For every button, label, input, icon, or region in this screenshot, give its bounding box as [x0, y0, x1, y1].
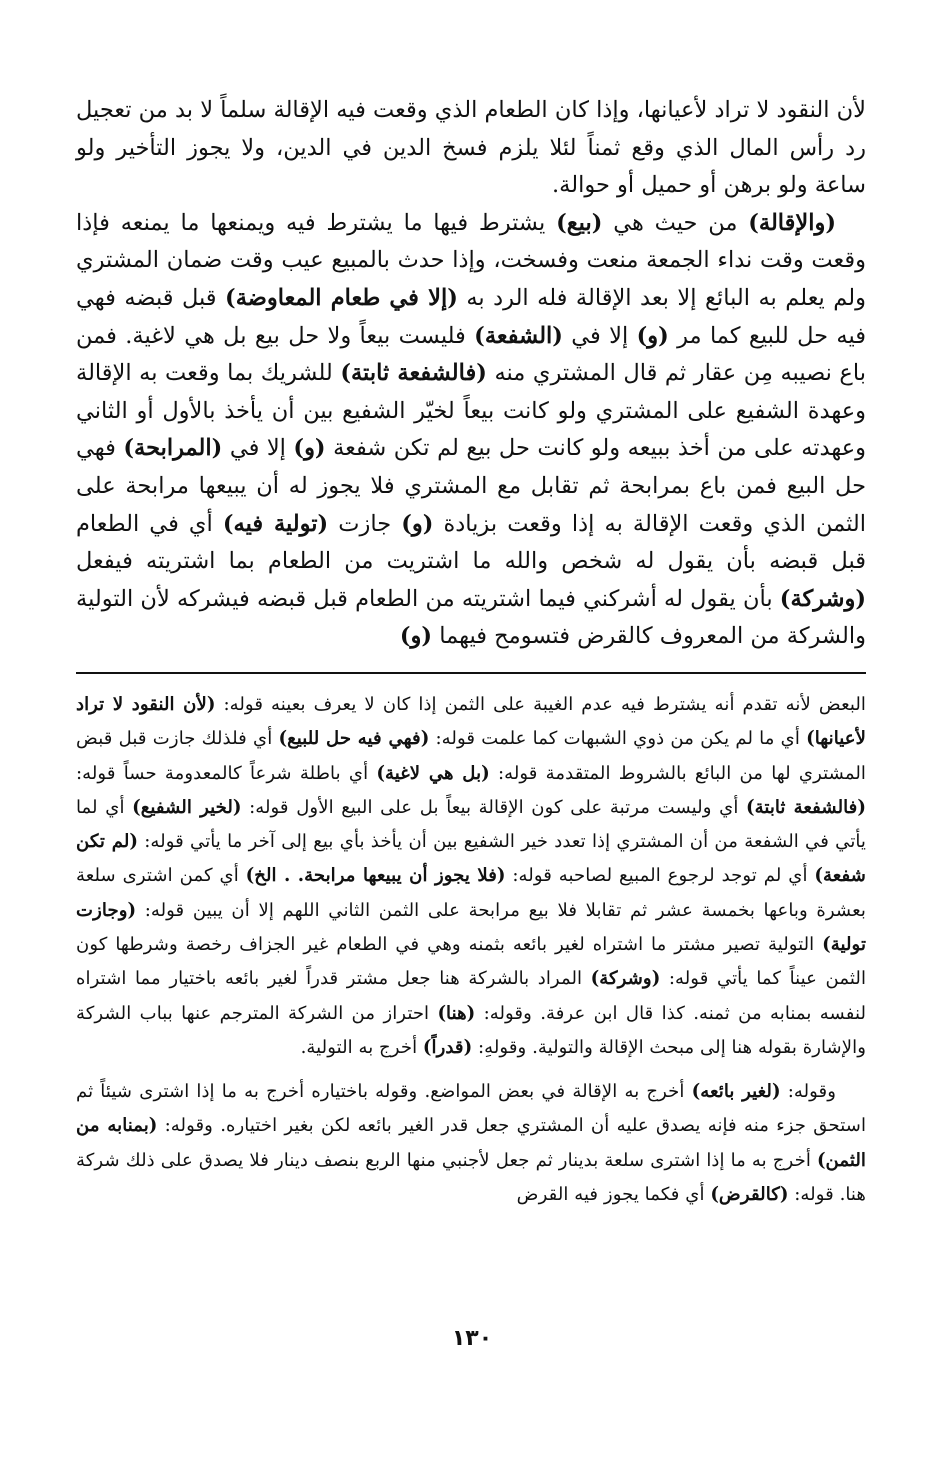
main-text — [76, 92, 866, 656]
main-paragraph-1: لأن النقود لا تراد لأعيانها، وإذا كان الطعام الذي وقعت فيه الإقالة سلماً لا بد من تعجيل رد رأس المال الذي وقع ثمناً لئلا يلزم فسخ الدين في الدين، ولا يجوز التأخير ولو ساعة ولو برهن أو حميل أو حوالة. — [76, 97, 866, 199]
bold-term: (الشفعة) — [474, 322, 563, 349]
text-run: إلا في — [222, 435, 294, 462]
bold-term: (قدراً) — [422, 1036, 473, 1058]
main-paragraph-2 — [76, 205, 866, 656]
bold-term: (بيع) — [556, 209, 603, 236]
page-number: ١٣٠ — [451, 1326, 493, 1351]
text-run: أي فلذلك جازت قبل قبض المشتري لها من البائع بالشروط المتقدمة قوله: — [76, 728, 866, 784]
text-run: احتراز من الشركة المترجم عنها بباب الشركة والإشارة بقوله هنا إلى مبحث الإقالة والتولية. وقولهِ: — [76, 1002, 866, 1058]
bold-term: (بل هي لاغية) — [376, 762, 490, 784]
bold-term: (والإقالة) — [748, 209, 837, 236]
bold-term: (و) — [401, 510, 434, 537]
text-run: فليست بيعاً ولا حل بيع بل هي لاغية. فمن باع نصيبه مِن عقار ثم قال المشتري منه — [76, 322, 866, 387]
text-run: أي كمن اشترى سلعة بعشرة وباعها بخمسة عشر ثم تقابلا فلا بيع مرابحة على الثمن الثاني اللهم إلا أن يبين قوله: — [76, 865, 866, 921]
text-run: أي وليست مرتبة على كون الإقالة بيعاً بل على البيع الأول قوله: — [241, 796, 746, 818]
bold-term: (كالقرض) — [710, 1184, 789, 1206]
bold-term: (بمنابه من الثمن) — [76, 1115, 866, 1171]
text-run: من حيث هي — [602, 209, 749, 236]
text-run: إلا في — [562, 322, 637, 349]
bold-term: (فالشفعة ثابتة) — [340, 360, 487, 387]
text-run: للشريك بما وقعت به الإقالة وعهدة الشفيع على المشتري ولو كانت بيعاً لخيّر الشفيع بين أن يأخذ بالأول أو الثاني وعهدته على من أخذ ببيعه ولو كانت حل بيع لم تكن شفعة — [76, 360, 866, 462]
text-run: أي لم توجد لرجوع المبيع لصاحبه قوله: — [505, 865, 815, 887]
section-divider — [76, 672, 866, 674]
bold-term: (فالشفعة ثابتة) — [745, 796, 866, 818]
text-run: أي فكما يجوز فيه القرض — [516, 1184, 711, 1206]
bold-term: (تولية فيه) — [222, 510, 329, 537]
bold-term: (فهي فيه حل للبيع) — [278, 728, 430, 750]
bold-term: (إلا في طعام المعاوضة) — [225, 284, 458, 311]
text-run: أخرج به التولية. — [300, 1036, 423, 1058]
book-page — [76, 92, 866, 1212]
bold-term: (المرابحة) — [123, 435, 223, 462]
text-run: التولية تصير مشتر ما اشتراه لغير بائعه بثمنه وهي في الطعام غير الجزاف رخصة وشرطها كون الثمن عيناً كما يأتي قوله: — [76, 933, 866, 990]
text-run: أي في الطعام قبل قبضه بأن يقول له شخص والله ما اشتريت من الطعام بما اشتريته فيفعل — [76, 510, 866, 575]
text-run: قبل قبضه فهي فيه حل للبيع كما مر — [76, 284, 866, 349]
text-run: المراد بالشركة هنا جعل مشتر قدراً لغير بائعه باختيار مما اشتراه لنفسه بمنابه من ثمنه. كذا قال ابن عرفة. وقوله: — [76, 968, 866, 1024]
text-run: جازت — [328, 510, 402, 537]
bold-term: (وجازت تولية) — [76, 899, 866, 955]
bold-term: (هنا) — [437, 1002, 476, 1024]
text-run: أي لما يأتي في الشفعة من أن المشتري إذا تعدد خير الشفيع بين أن يأخذ بأي بيع إلى آخر ما يأتي قوله: — [76, 796, 866, 853]
bold-term: (لغير بائعه) — [691, 1081, 781, 1103]
commentary-paragraph-1 — [76, 688, 866, 1065]
text-run: بأن يقول له أشركني فيما اشتريته من الطعام قبل قبضه فيشركه لأن التولية والشركة من المعروف كالقرض فتسومح فيهما — [76, 585, 866, 650]
bold-term: (و) — [293, 435, 326, 462]
bold-term: (وشركة) — [590, 968, 661, 990]
bold-term: (و) — [399, 623, 433, 650]
commentary-paragraph-2 — [76, 1075, 866, 1212]
commentary-text — [76, 688, 866, 1212]
text-run: البعض لأنه تقدم أنه يشترط فيه عدم الغيبة على الثمن إذا كان لا يعرف بعينه قوله: — [215, 693, 866, 715]
bold-term: (لأن النقود لا تراد لأعيانها) — [76, 693, 866, 750]
text-run: أي باطلة شرعاً كالمعدومة حساً قوله: — [76, 762, 377, 784]
text-run: أخرج به ما إذا اشترى سلعة بدينار ثم جعل لأجنبي منها الربع بنصف دينار فلا يصدق على ذلك شركة هنا. قوله: — [76, 1149, 866, 1206]
bold-term: (و) — [636, 322, 669, 349]
text-run: وقوله: — [780, 1081, 836, 1103]
bold-term: (لم تكن شفعة) — [76, 831, 866, 887]
text-run: أخرج به الإقالة في بعض المواضع. وقوله باختياره أخرج به ما إذا اشترى شيئاً ثم استحق جزء منه فإنه يصدق عليه أن المشتري جعل قدر الغير بائعه لكن بغير اختياره. وقوله: — [76, 1081, 866, 1137]
bold-term: (فلا يجوز أن يبيعها مرابحة. . الخ) — [245, 865, 506, 887]
text-run: فهي حل البيع فمن باع بمرابحة ثم تقابل مع المشتري فلا يجوز له أن يبيعها مرابحة على الثمن الذي وقعت الإقالة به إذا وقعت بزيادة — [76, 435, 866, 537]
bold-term: (وشركة) — [779, 585, 866, 612]
text-run: أي ما لم يكن من ذوي الشبهات كما علمت قوله: — [429, 728, 807, 750]
text-run: يشترط فيها ما يشترط فيه ويمنعها ما يمنعه فإذا وقعت وقت نداء الجمعة منعت وفسخت، وإذا حدث بالمبيع عيب وقت ضمان المشتري ولم يعلم به البائع إلا بعد الإقالة فله الرد به — [76, 209, 867, 311]
bold-term: (لخير الشفيع) — [132, 796, 242, 818]
